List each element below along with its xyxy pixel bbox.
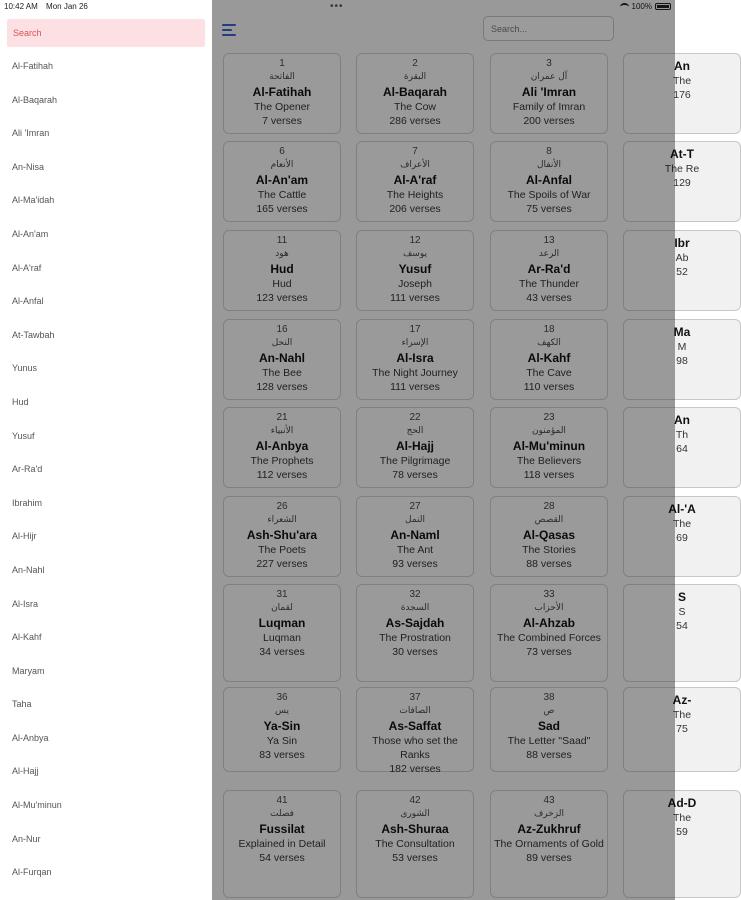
surah-arabic-name: النمل: [405, 515, 425, 525]
surah-verse-count: 89 verses: [526, 852, 572, 864]
surah-translation: Those who set the Ranks: [372, 735, 458, 761]
surah-number: 21: [276, 412, 288, 423]
surah-verse-count: 111 verses: [390, 292, 440, 304]
surah-translation: Luqman: [263, 632, 301, 644]
surah-name: As-Sajdah: [385, 616, 445, 630]
surah-name: Ar-Ra'd: [527, 262, 571, 276]
surah-verse-count: 128 verses: [256, 381, 308, 393]
surah-verse-count: 286 verses: [389, 115, 441, 127]
surah-translation: The Believers: [516, 455, 582, 467]
surah-verse-count: 7 verses: [262, 115, 302, 127]
surah-verse-count: 75: [676, 723, 688, 735]
surah-verse-count: 88 verses: [526, 749, 572, 761]
surah-name: Al-Qasas: [522, 528, 576, 542]
sidebar-search-label: Search: [13, 28, 42, 38]
surah-verse-count: 112 verses: [256, 469, 308, 481]
surah-number: 16: [276, 324, 288, 335]
sidebar-item[interactable]: Ali 'Imran: [12, 128, 50, 139]
surah-arabic-name: الشورى: [400, 809, 430, 819]
surah-number: 26: [276, 501, 288, 512]
surah-translation: The Cave: [526, 367, 572, 379]
surah-arabic-name: الحج: [406, 426, 424, 436]
sidebar-search-item[interactable]: [7, 19, 205, 47]
surah-verse-count: 54 verses: [259, 852, 305, 864]
battery-percent: 100%: [631, 2, 652, 11]
surah-number: 36: [276, 692, 288, 703]
surah-number: 1: [279, 58, 285, 69]
surah-arabic-name: القصص: [534, 515, 564, 525]
sidebar-item[interactable]: An-Nahl: [12, 564, 45, 575]
surah-translation: The Combined Forces: [497, 632, 601, 644]
surah-arabic-name: يوسف: [402, 249, 427, 259]
surah-name: S: [677, 590, 686, 604]
surah-number: 8: [546, 146, 552, 157]
surah-name: Al-Kahf: [527, 351, 571, 365]
surah-name: Al-Anfal: [526, 173, 572, 187]
sidebar-item[interactable]: Al-Mu'minun: [12, 800, 62, 811]
surah-verse-count: 73 verses: [526, 646, 572, 658]
surah-arabic-name: النحل: [271, 338, 293, 348]
surah-verse-count: 206 verses: [389, 203, 441, 215]
sidebar-item[interactable]: Al-Anfal: [12, 296, 44, 307]
surah-number: 28: [543, 501, 555, 512]
surah-translation: Ab: [675, 252, 689, 264]
surah-number: 38: [543, 692, 555, 703]
surah-name: Ash-Shu'ara: [246, 528, 318, 542]
surah-translation: The Letter "Saad": [507, 735, 591, 747]
surah-verse-count: 30 verses: [392, 646, 438, 658]
surah-number: 41: [276, 795, 288, 806]
sidebar-item[interactable]: An-Nur: [12, 833, 41, 844]
surah-name: Al-Fatihah: [252, 85, 312, 99]
surah-number: 33: [543, 589, 555, 600]
surah-translation: The Prostration: [379, 632, 451, 644]
sidebar-item[interactable]: An-Nisa: [12, 161, 45, 172]
surah-verse-count: 111 verses: [390, 381, 440, 393]
surah-verse-count: 129: [673, 177, 691, 189]
surah-name: Al-Baqarah: [382, 85, 447, 99]
surah-name: Az-: [672, 693, 692, 707]
surah-name: Al-Anbya: [255, 439, 309, 453]
surah-name: Al-'A: [668, 502, 696, 516]
surah-name: Al-Mu'minun: [512, 439, 586, 453]
surah-arabic-name: الأنفال: [537, 160, 561, 170]
surah-name: An: [674, 59, 690, 73]
surah-translation: The Pilgrimage: [379, 455, 451, 467]
surah-number: 17: [409, 324, 421, 335]
surah-number: 12: [409, 235, 421, 246]
surah-verse-count: 43 verses: [526, 292, 572, 304]
surah-name: Al-An'am: [255, 173, 309, 187]
surah-arabic-name: هود: [275, 249, 289, 259]
surah-verse-count: 118 verses: [523, 469, 575, 481]
surah-translation: The Bee: [262, 367, 302, 379]
sidebar: [0, 0, 212, 900]
surah-number: 27: [409, 501, 421, 512]
surah-translation: The Thunder: [519, 278, 579, 290]
surah-arabic-name: الأنبياء: [270, 426, 294, 436]
surah-arabic-name: المؤمنون: [532, 426, 566, 436]
surah-name: Ad-D: [667, 796, 697, 810]
surah-number: 7: [412, 146, 418, 157]
surah-arabic-name: الإسراء: [401, 338, 429, 348]
surah-name: Ya-Sin: [263, 719, 301, 733]
surah-translation: The Spoils of War: [507, 189, 591, 201]
surah-arabic-name: السجدة: [400, 603, 430, 613]
surah-translation: The Consultation: [375, 838, 455, 850]
surah-arabic-name: الشعراء: [267, 515, 297, 525]
surah-name: An-Nahl: [259, 351, 305, 365]
surah-verse-count: 182 verses: [389, 763, 441, 775]
surah-name: An: [674, 413, 690, 427]
status-time: 10:42 AM: [4, 2, 38, 11]
surah-translation: The Ornaments of Gold: [494, 838, 604, 850]
surah-arabic-name: الزخرف: [533, 809, 565, 819]
surah-verse-count: 83 verses: [259, 749, 305, 761]
surah-verse-count: 227 verses: [256, 558, 308, 570]
surah-arabic-name: آل عمران: [530, 72, 568, 82]
surah-name: Ash-Shuraa: [381, 822, 449, 836]
surah-translation: Th: [675, 429, 689, 441]
surah-name: Fussilat: [259, 822, 305, 836]
surah-name: Yusuf: [398, 262, 432, 276]
surah-number: 22: [409, 412, 421, 423]
surah-translation: Joseph: [398, 278, 432, 290]
surah-verse-count: 88 verses: [526, 558, 572, 570]
surah-arabic-name: الرعد: [538, 249, 560, 259]
surah-number: 23: [543, 412, 555, 423]
surah-translation: The Ant: [396, 544, 434, 556]
surah-name: Luqman: [258, 616, 306, 630]
surah-number: 2: [412, 58, 418, 69]
surah-verse-count: 110 verses: [523, 381, 575, 393]
surah-name: At-T: [670, 147, 694, 161]
surah-name: Al-Isra: [396, 351, 434, 365]
surah-name: An-Naml: [390, 528, 440, 542]
surah-name: Ali 'Imran: [521, 85, 577, 99]
sidebar-item[interactable]: Al-Hajj: [12, 766, 39, 777]
surah-name: Ma: [673, 325, 691, 339]
surah-translation: The Heights: [386, 189, 444, 201]
surah-number: 37: [409, 692, 421, 703]
surah-arabic-name: ص: [543, 706, 555, 716]
surah-translation: The Re: [664, 163, 700, 175]
sidebar-item[interactable]: Al-Furqan: [12, 867, 52, 878]
surah-verse-count: 93 verses: [392, 558, 438, 570]
surah-name: Hud: [270, 262, 294, 276]
surah-arabic-name: الفاتحة: [269, 72, 295, 82]
surah-arabic-name: الأحزاب: [534, 603, 564, 613]
sidebar-item[interactable]: Al-Anbya: [12, 732, 49, 743]
sidebar-item[interactable]: Ibrahim: [12, 497, 43, 508]
surah-verse-count: 98: [676, 355, 688, 367]
sidebar-item[interactable]: Al-An'am: [12, 228, 49, 239]
sidebar-item[interactable]: Yusuf: [12, 430, 35, 441]
surah-translation: Ya Sin: [266, 735, 298, 747]
surah-arabic-name: الصافات: [399, 706, 431, 716]
sidebar-item[interactable]: Al-Kahf: [12, 632, 42, 643]
surah-number: 13: [543, 235, 555, 246]
surah-number: 3: [546, 58, 552, 69]
sidebar-list: [0, 50, 212, 890]
surah-arabic-name: البقرة: [403, 72, 427, 82]
surah-translation: M: [677, 341, 687, 353]
sidebar-item[interactable]: Al-Ma'idah: [12, 195, 55, 206]
surah-translation: Family of Imran: [512, 101, 586, 113]
surah-arabic-name: لقمان: [271, 603, 293, 613]
surah-translation: The: [672, 812, 692, 824]
surah-number: 6: [279, 146, 285, 157]
surah-arabic-name: يس: [275, 706, 289, 716]
surah-name: Sad: [537, 719, 560, 733]
surah-verse-count: 78 verses: [392, 469, 438, 481]
sidebar-item[interactable]: Al-Fatihah: [12, 61, 54, 71]
surah-name: Ibr: [674, 236, 690, 250]
surah-name: Al-A'raf: [393, 173, 437, 187]
surah-verse-count: 34 verses: [259, 646, 305, 658]
surah-name: Al-Hajj: [395, 439, 434, 453]
surah-name: Az-Zukhruf: [517, 822, 581, 836]
surah-translation: The Poets: [258, 544, 306, 556]
surah-translation: The: [672, 709, 692, 721]
surah-translation: The Prophets: [250, 455, 314, 467]
sidebar-item[interactable]: Al-Isra: [12, 598, 39, 609]
surah-translation: The Opener: [253, 101, 311, 113]
surah-verse-count: 75 verses: [526, 203, 572, 215]
surah-verse-count: 59: [676, 826, 688, 838]
status-date: Mon Jan 26: [46, 2, 88, 11]
surah-number: 31: [276, 589, 288, 600]
surah-verse-count: 123 verses: [256, 292, 308, 304]
surah-number: 18: [543, 324, 555, 335]
sidebar-item[interactable]: Al-Baqarah: [12, 94, 58, 105]
surah-number: 32: [409, 589, 421, 600]
surah-name: As-Saffat: [388, 719, 442, 733]
surah-verse-count: 53 verses: [392, 852, 438, 864]
sidebar-item[interactable]: Maryam: [12, 665, 45, 676]
sidebar-item[interactable]: Taha: [12, 699, 32, 710]
surah-translation: The Cow: [393, 101, 436, 113]
surah-translation: The Night Journey: [372, 367, 458, 379]
surah-arabic-name: الكهف: [537, 338, 561, 348]
sidebar-item[interactable]: Ar-Ra'd: [12, 464, 43, 475]
sidebar-item[interactable]: Hud: [12, 396, 29, 407]
sidebar-item[interactable]: At-Tawbah: [12, 329, 55, 340]
surah-number: 43: [543, 795, 555, 806]
sidebar-item[interactable]: Al-A'raf: [12, 262, 42, 273]
surah-number: 42: [409, 795, 421, 806]
sidebar-item[interactable]: Al-Hijr: [12, 531, 37, 542]
surah-translation: The: [672, 75, 692, 87]
surah-verse-count: 52: [676, 266, 688, 278]
surah-arabic-name: الأعراف: [400, 160, 430, 170]
surah-translation: The Stories: [522, 544, 576, 556]
surah-translation: Hud: [272, 278, 292, 290]
surah-verse-count: 54: [676, 620, 688, 632]
surah-arabic-name: فصلت: [270, 809, 294, 819]
status-bar-left: [4, 2, 94, 11]
surah-translation: The Cattle: [257, 189, 307, 201]
surah-number: 11: [276, 235, 288, 246]
surah-arabic-name: الأنعام: [270, 160, 294, 170]
surah-verse-count: 176: [673, 89, 691, 101]
sidebar-item[interactable]: Yunus: [12, 363, 38, 374]
surah-translation: The: [672, 518, 692, 530]
surah-verse-count: 64: [676, 443, 688, 455]
surah-name: Al-Ahzab: [523, 616, 575, 630]
surah-translation: Explained in Detail: [238, 838, 326, 850]
surah-verse-count: 200 verses: [523, 115, 575, 127]
multitasking-dots[interactable]: •••: [330, 1, 344, 12]
surah-verse-count: 165 verses: [256, 203, 308, 215]
surah-verse-count: 69: [676, 532, 688, 544]
surah-translation: S: [678, 606, 686, 618]
